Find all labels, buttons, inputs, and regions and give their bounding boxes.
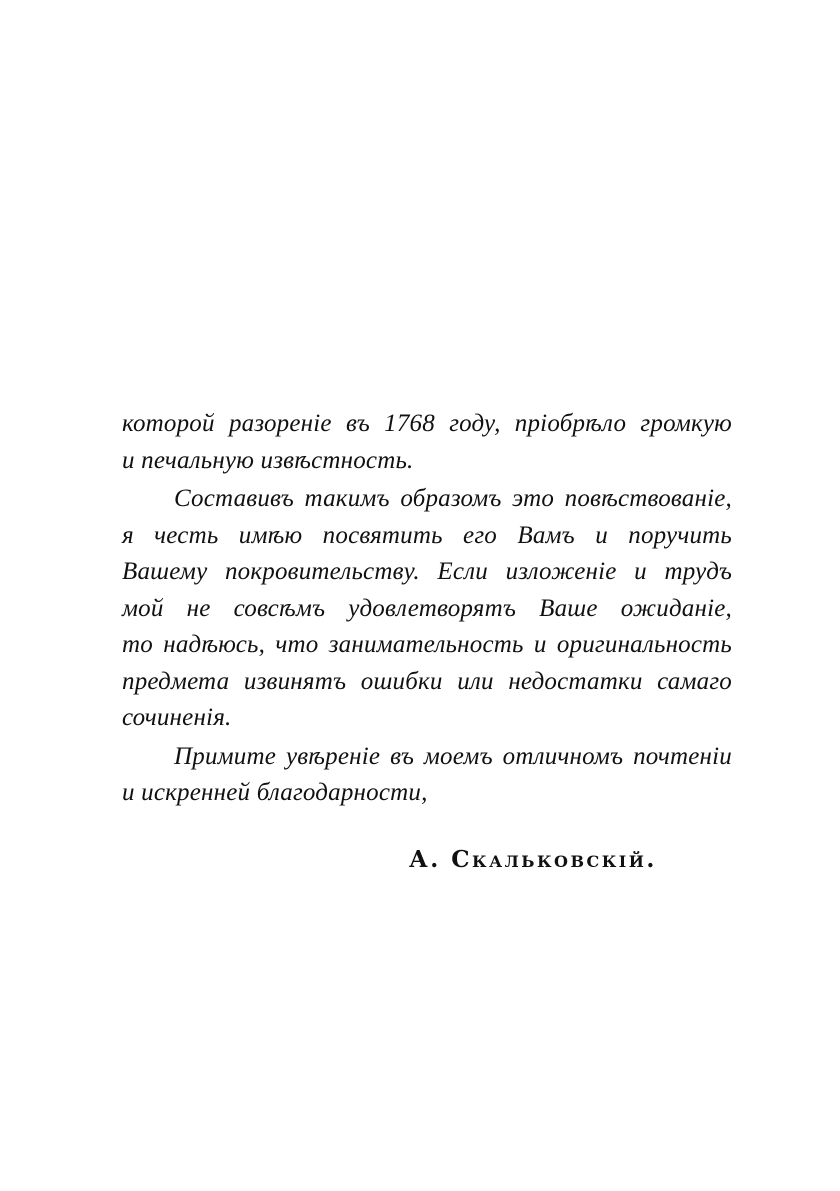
paragraph-1 <box>122 406 732 479</box>
dedication-text <box>122 406 732 812</box>
paragraph-2 <box>122 481 732 737</box>
text-line: и искренней благодарности, <box>122 779 428 806</box>
text-line: то надѣюсь, что занимательность и оригинальность <box>122 631 732 658</box>
text-line: Вашему покровительству. Если изложенiе и трудъ <box>122 558 732 585</box>
text-line: Составивъ такимъ образомъ это повѣствованiе, <box>174 485 732 512</box>
text-line: сочиненiя. <box>122 704 232 731</box>
text-line: я честь имѣю посвятить его Вамъ и поручить <box>122 521 732 549</box>
text-line: мой не совсѣмъ удовлетворятъ Ваше ожиданiе, <box>122 594 732 622</box>
text-line: предмета извинятъ ошибки или недостатки самаго <box>122 667 732 695</box>
author-signature: А. Скальковскiй. <box>409 846 657 873</box>
text-line: которой разоренiе въ 1768 году, прiобрѣло громкую <box>122 410 732 437</box>
text-line: и печальную извѣстность. <box>122 446 414 474</box>
text-line: Примите увѣренiе въ моемъ отличномъ почтенiи <box>174 742 732 770</box>
paragraph-3 <box>122 739 732 812</box>
